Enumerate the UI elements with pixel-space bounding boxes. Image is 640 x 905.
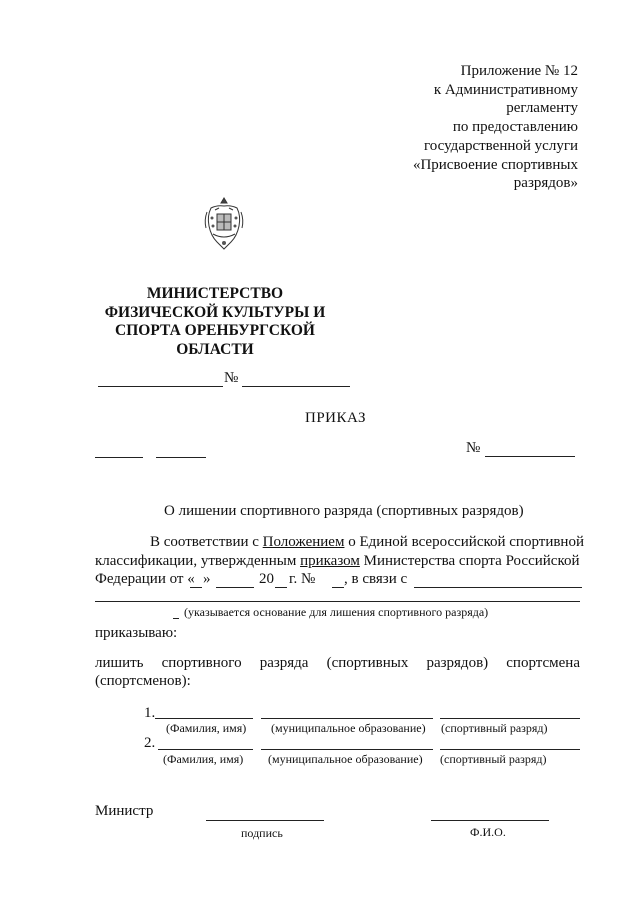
athlete-number: 2. bbox=[144, 735, 156, 751]
reason-blank-3 bbox=[173, 618, 179, 619]
order-number-sign: № bbox=[466, 440, 481, 456]
municipality-caption: (муниципальное образование) bbox=[271, 721, 426, 735]
deprive-word: спортивного bbox=[161, 655, 242, 671]
ministry-line: МИНИСТЕРСТВО bbox=[146, 285, 284, 302]
body-line-3-c: 20 bbox=[259, 571, 274, 587]
order-date-line-2 bbox=[156, 457, 206, 458]
deprive-line-2: (спортсменов): bbox=[95, 673, 191, 689]
athlete-name-line bbox=[155, 718, 253, 719]
body-line-3-d: г. № bbox=[289, 571, 316, 587]
order-title: ПРИКАЗ bbox=[305, 410, 366, 426]
name-caption: Ф.И.О. bbox=[470, 825, 506, 839]
body-text: классификации, утвержденным bbox=[95, 553, 301, 569]
day-blank bbox=[190, 587, 202, 588]
athlete-rank-line bbox=[440, 749, 580, 750]
body-line-3-b: » bbox=[203, 571, 211, 587]
appendix-line: государственной услуги bbox=[424, 137, 578, 154]
body-text: о Единой всероссийской спортивной bbox=[344, 534, 584, 550]
body-line-2 bbox=[95, 553, 580, 570]
deprive-word: (спортивных bbox=[326, 655, 409, 671]
order-number-line bbox=[485, 456, 575, 457]
rank-caption: (спортивный разряд) bbox=[440, 752, 547, 766]
ministry-line: ОБЛАСТИ bbox=[176, 340, 254, 358]
header-number-line bbox=[242, 386, 350, 387]
appendix-line: регламенту bbox=[506, 100, 578, 117]
header-date-line bbox=[98, 386, 223, 387]
signature-caption: подпись bbox=[241, 826, 283, 840]
deprive-word: спортсмена bbox=[506, 655, 580, 671]
appendix-line: «Присвоение спортивных bbox=[412, 156, 578, 173]
name-caption: (Фамилия, имя) bbox=[166, 721, 247, 735]
athlete-municipality-line bbox=[261, 718, 433, 719]
decree-word: приказываю: bbox=[95, 625, 178, 641]
deprive-word: разряда bbox=[259, 655, 309, 671]
coat-of-arms-icon bbox=[203, 196, 245, 252]
athlete-municipality-line bbox=[261, 749, 433, 750]
municipality-caption: (муниципальное образование) bbox=[268, 752, 423, 766]
appendix-line: по предоставлению bbox=[452, 119, 578, 136]
body-text: Министерства спорта Российской bbox=[359, 553, 580, 569]
ministry-line: СПОРТА ОРЕНБУРГСКОЙ bbox=[115, 322, 315, 339]
athlete-number: 1. bbox=[144, 705, 156, 721]
body-line-3-a: Федерации от « bbox=[95, 571, 195, 587]
ministry-line: ФИЗИЧЕСКОЙ КУЛЬТУРЫ И bbox=[104, 303, 326, 321]
number-blank bbox=[332, 587, 344, 588]
deprive-word: разрядов) bbox=[426, 655, 489, 671]
appendix-line: к Административному bbox=[433, 81, 578, 98]
year-blank bbox=[275, 587, 287, 588]
order-link[interactable]: приказом bbox=[300, 553, 360, 569]
athlete-rank-line bbox=[440, 718, 580, 719]
appendix-block bbox=[378, 62, 578, 193]
athlete-name-line bbox=[158, 749, 253, 750]
header-number-sign: № bbox=[224, 370, 239, 386]
body-line-3-e: , в связи с bbox=[344, 571, 408, 587]
body-line-1 bbox=[150, 534, 584, 551]
appendix-line: разрядов» bbox=[513, 175, 578, 192]
appendix-line: Приложение № 12 bbox=[460, 63, 578, 79]
month-blank bbox=[216, 587, 254, 588]
name-line bbox=[431, 820, 549, 821]
deprive-line-1 bbox=[95, 655, 580, 672]
regulation-link[interactable]: Положением bbox=[262, 534, 345, 550]
signature-line bbox=[206, 820, 324, 821]
reason-blank-2 bbox=[95, 601, 580, 602]
rank-caption: (спортивный разряд) bbox=[441, 721, 548, 735]
order-date-line-1 bbox=[95, 457, 143, 458]
reason-caption: (указывается основание для лишения спортивного разряда) bbox=[184, 605, 489, 619]
order-subject: О лишении спортивного разряда (спортивных разрядов) bbox=[164, 503, 524, 519]
ministry-name bbox=[90, 285, 340, 359]
reason-blank-1 bbox=[414, 587, 582, 588]
name-caption: (Фамилия, имя) bbox=[163, 752, 244, 766]
minister-title: Министр bbox=[95, 803, 154, 819]
body-text: В соответствии с bbox=[150, 534, 263, 550]
deprive-word: лишить bbox=[95, 655, 144, 671]
